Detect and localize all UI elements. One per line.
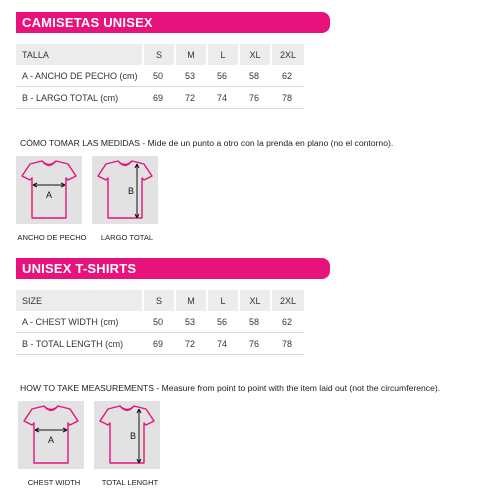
table-cell: 58 — [238, 65, 270, 87]
table-cell: 78 — [270, 333, 304, 355]
tshirt-total-length-icon — [92, 156, 158, 224]
section-banner-es — [16, 12, 330, 33]
table-cell: 62 — [270, 65, 304, 87]
diagram-letter: A — [45, 190, 53, 200]
section-banner-en — [16, 258, 330, 279]
header-cell: 2XL — [270, 290, 304, 311]
table-cell: 72 — [174, 333, 206, 355]
header-cell: TALLA — [16, 44, 142, 65]
table-cell: 76 — [238, 87, 270, 109]
table-cell: 74 — [206, 87, 238, 109]
diagram-card-chest-width — [18, 401, 84, 469]
table-cell: 53 — [174, 65, 206, 87]
diagram-letter: A — [47, 435, 55, 445]
table-cell: 78 — [270, 87, 304, 109]
header-cell: L — [206, 290, 238, 311]
banner-title-en: UNISEX T-SHIRTS — [22, 261, 137, 276]
howto-text-es: CÓMO TOMAR LAS MEDIDAS - Mide de un punto a otro con la prenda en plano (no el contorno). — [20, 138, 394, 148]
table-row — [16, 87, 304, 109]
row-label: A - CHEST WIDTH (cm) — [16, 311, 142, 333]
row-label: B - TOTAL LENGTH (cm) — [16, 333, 142, 355]
tshirt-total-length-icon — [94, 401, 160, 469]
table-header-row — [16, 290, 304, 311]
table-cell: 72 — [174, 87, 206, 109]
diagram-letter: B — [129, 431, 137, 441]
tshirt-chest-width-icon — [16, 156, 82, 224]
diagram-caption: CHEST WIDTH — [27, 478, 81, 487]
header-cell: 2XL — [270, 44, 304, 65]
diagram-card-chest-width — [16, 156, 82, 224]
banner-title-es: CAMISETAS UNISEX — [22, 15, 153, 30]
diagram-caption: ANCHO DE PECHO — [17, 233, 87, 242]
diagram-card-total-length — [94, 401, 160, 469]
header-cell: M — [174, 44, 206, 65]
diagram-card-total-length — [92, 156, 158, 224]
header-cell: L — [206, 44, 238, 65]
table-cell: 69 — [142, 333, 174, 355]
howto-text-en: HOW TO TAKE MEASUREMENTS - Measure from point to point with the item laid out (not the circumference). — [20, 383, 441, 393]
header-cell: SIZE — [16, 290, 142, 311]
table-cell: 62 — [270, 311, 304, 333]
size-table-es — [16, 44, 304, 109]
table-cell: 74 — [206, 333, 238, 355]
row-label: A - ANCHO DE PECHO (cm) — [16, 65, 142, 87]
table-cell: 58 — [238, 311, 270, 333]
header-cell: XL — [238, 44, 270, 65]
table-cell: 69 — [142, 87, 174, 109]
size-table-en — [16, 290, 304, 355]
table-cell: 53 — [174, 311, 206, 333]
header-cell: S — [142, 44, 174, 65]
table-row — [16, 65, 304, 87]
table-cell: 76 — [238, 333, 270, 355]
table-row — [16, 311, 304, 333]
diagram-caption: LARGO TOTAL — [100, 233, 154, 242]
tshirt-chest-width-icon — [18, 401, 84, 469]
table-cell: 50 — [142, 311, 174, 333]
header-cell: S — [142, 290, 174, 311]
table-header-row — [16, 44, 304, 65]
table-cell: 50 — [142, 65, 174, 87]
table-cell: 56 — [206, 65, 238, 87]
diagram-caption: TOTAL LENGHT — [101, 478, 159, 487]
header-cell: M — [174, 290, 206, 311]
header-cell: XL — [238, 290, 270, 311]
table-row — [16, 333, 304, 355]
table-cell: 56 — [206, 311, 238, 333]
row-label: B - LARGO TOTAL (cm) — [16, 87, 142, 109]
diagram-letter: B — [127, 186, 135, 196]
